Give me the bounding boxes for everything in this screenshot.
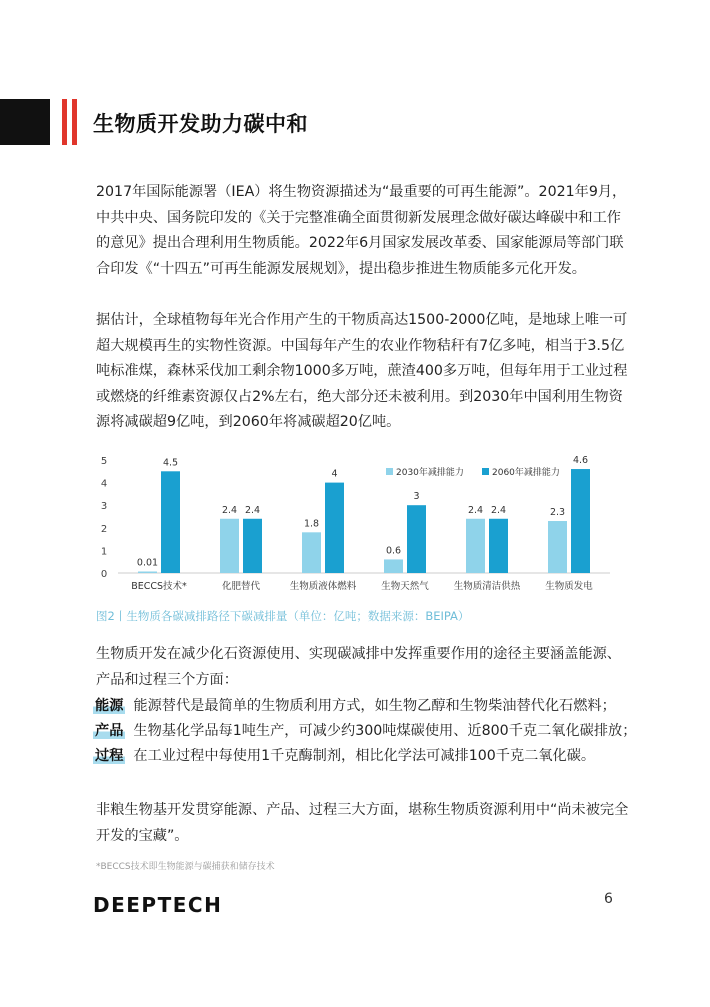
x-tick-label: 生物质液体燃料 (289, 581, 357, 592)
data-label: 3 (413, 491, 420, 503)
data-label: 4.6 (572, 455, 589, 467)
bar (466, 519, 485, 573)
x-tick-label: 生物质发电 (545, 581, 593, 592)
legend-swatch (482, 468, 489, 475)
bar (243, 519, 262, 573)
y-tick-label: 4 (100, 478, 108, 490)
list-item (93, 695, 616, 717)
bar (138, 572, 157, 574)
x-tick-label: 生物质清洁供热 (453, 581, 521, 592)
bar (161, 471, 180, 573)
page-number: 6 (604, 891, 613, 907)
bar (548, 521, 567, 573)
paragraph-conclusion: 非粮生物基开发贯穿能源、产品、过程三大方面，堪称生物质资源利用中“尚未被完全开发的宝藏”。 (96, 802, 629, 844)
bar (407, 505, 426, 573)
legend-label: 2060年减排能力 (492, 468, 560, 478)
list-item (93, 720, 636, 742)
list-item-text: 在工业过程中每使用1千克酶制剂，相比化学法可减排100千克二氧化碳。 (133, 748, 596, 764)
legend-label: 2030年减排能力 (396, 468, 464, 478)
bar (302, 532, 321, 573)
header-black-block (0, 99, 50, 145)
x-tick-label: BECCS技术* (131, 581, 187, 592)
footnote: *BECCS技术即生物能源与碳捕获和储存技术 (96, 862, 275, 872)
data-label: 2.4 (244, 504, 261, 516)
header-red-bar (62, 99, 67, 145)
legend-swatch (386, 468, 393, 475)
deeptech-logo: DEEPTECH (93, 893, 223, 917)
bar (489, 519, 508, 573)
list-item-text: 生物基化学品每1吨生产，可减少约300吨煤碳使用、近800千克二氧化碳排放； (133, 723, 637, 739)
chart-caption: 图2丨生物质各碳减排路径下碳减排量（单位：亿吨；数据来源：BEIPA） (96, 609, 470, 623)
bar (384, 559, 403, 573)
x-tick-label: 化肥替代 (221, 581, 261, 592)
paragraph-estimates: 据估计，全球植物每年光合作用产生的干物质高达1500-2000亿吨，是地球上唯一可超大规模再生的实物性资源。中国每年产生的农业作物秸秆有7亿多吨，相当于3.5亿吨标准煤，森林采伐加工剩余物1000多万吨，蔗渣400多万吨，但每年用于工业过程或燃烧的纤维素资源仅占2%左右，绝大部分还未被利用。到2030年中国利用生物资源将减碳超9亿吨，到2060年将减碳超20亿吨。 (96, 312, 628, 430)
y-tick-label: 3 (100, 501, 108, 513)
data-label: 0.01 (136, 557, 159, 569)
y-tick-label: 0 (100, 569, 108, 580)
data-label: 2.4 (490, 504, 507, 516)
data-label: 2.4 (467, 504, 484, 516)
list-item-tag: 过程 (95, 748, 124, 764)
bar (220, 519, 239, 573)
data-label: 2.4 (221, 504, 238, 516)
bar (571, 469, 590, 573)
y-tick-label: 5 (100, 456, 108, 467)
data-label: 4 (331, 468, 338, 480)
bar (325, 483, 344, 573)
data-label: 1.8 (303, 518, 320, 530)
data-label: 2.3 (549, 507, 566, 519)
list-item-tag: 能源 (95, 698, 124, 714)
y-tick-label: 2 (100, 523, 108, 535)
list-item-tag: 产品 (95, 723, 124, 739)
page-title: 生物质开发助力碳中和 (93, 112, 308, 136)
y-tick-label: 1 (100, 546, 108, 558)
data-label: 0.6 (385, 545, 402, 557)
x-tick-label: 生物天然气 (381, 581, 429, 592)
list-item (93, 745, 595, 767)
list-item-text: 能源替代是最简单的生物质利用方式，如生物乙醇和生物柴油替代化石燃料； (133, 698, 616, 714)
paragraph-policy: 2017年国际能源署（IEA）将生物资源描述为“最重要的可再生能源”。2021年9月，中共中央、国务院印发的《关于完整准确全面贯彻新发展理念做好碳达峰碳中和工作的意见》提出合理利用生物质能。2022年6月国家发展改革委、国家能源局等部门联合印发《“十四五”可再生能源发展规划》，提出稳步推进生物质能多元化开发。 (96, 184, 627, 277)
carbon-reduction-bar-chart (90, 452, 620, 602)
paragraph-pathways: 生物质开发在减少化石资源使用、实现碳减排中发挥重要作用的途径主要涵盖能源、产品和过程三个方面： (96, 646, 621, 688)
header-red-bar (72, 99, 77, 145)
data-label: 4.5 (162, 457, 179, 469)
